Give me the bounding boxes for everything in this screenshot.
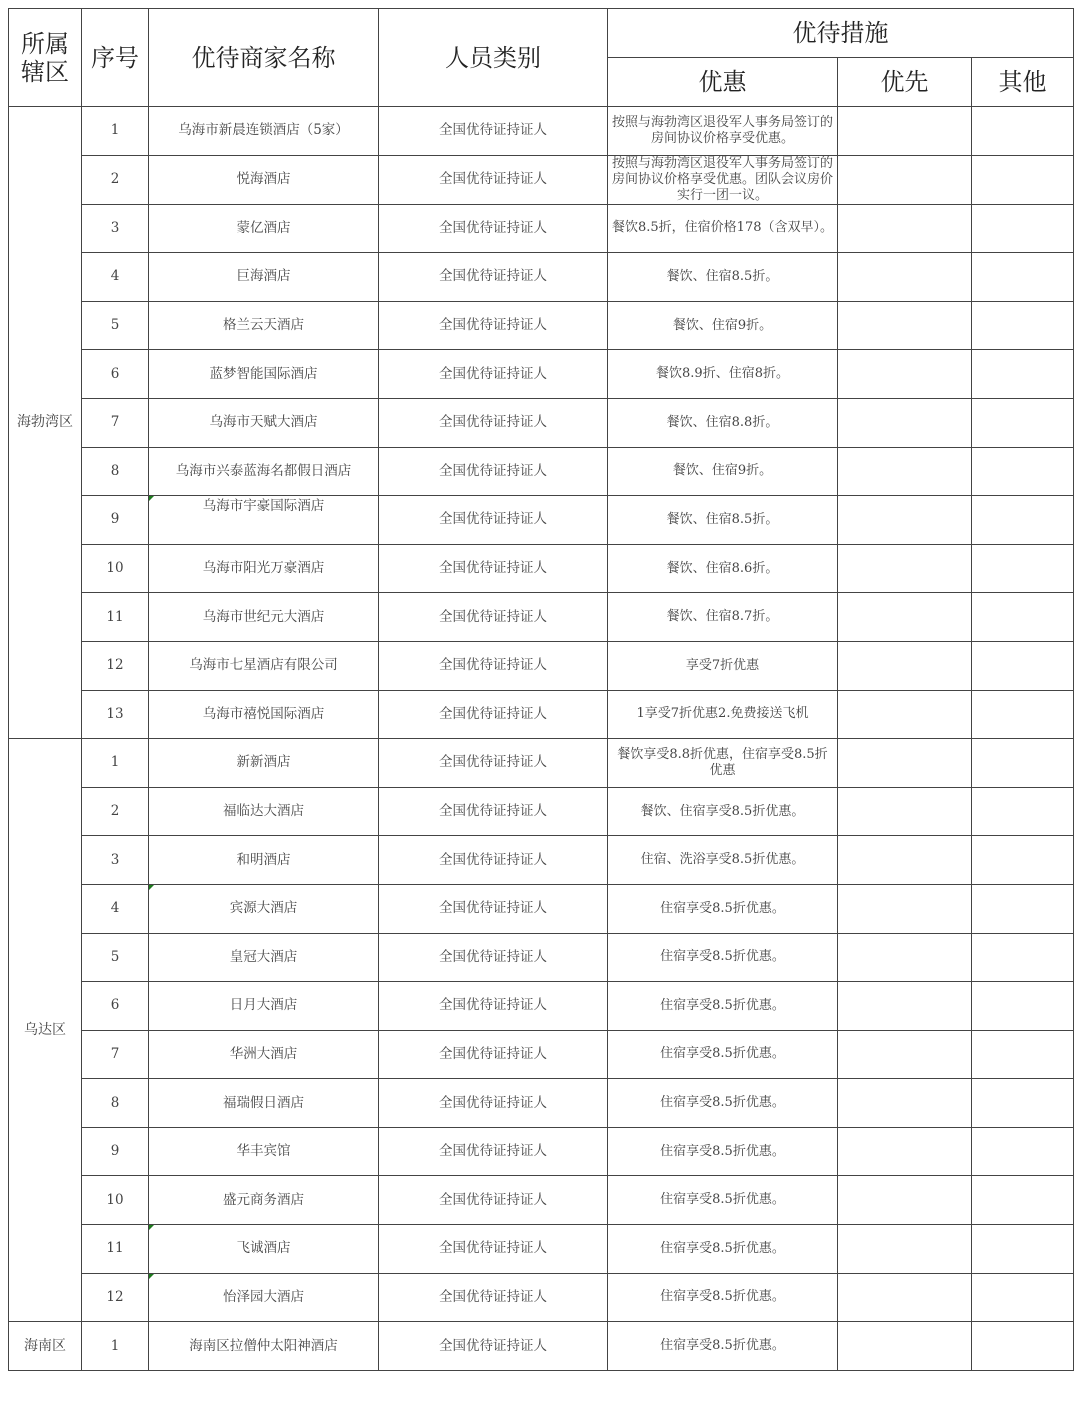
merchant-name-cell <box>149 884 379 933</box>
other-cell <box>972 350 1074 399</box>
other-cell <box>972 1273 1074 1322</box>
discount-cell: 1享受7折优惠2.免费接送飞机 <box>608 690 838 739</box>
merchant-name-cell <box>149 1273 379 1322</box>
merchant-name-cell: 福临达大酒店 <box>149 787 379 836</box>
category-cell: 全国优待证持证人 <box>379 1127 608 1176</box>
merchant-name-cell: 皇冠大酒店 <box>149 933 379 982</box>
seq-cell: 13 <box>82 690 149 739</box>
table-row <box>9 982 1074 1031</box>
table-row <box>9 350 1074 399</box>
priority-cell <box>838 641 972 690</box>
priority-cell <box>838 1273 972 1322</box>
priority-cell <box>838 690 972 739</box>
discount-cell: 餐饮、住宿8.7折。 <box>608 593 838 642</box>
cell-comment-marker-icon <box>149 1274 154 1279</box>
seq-cell: 3 <box>82 204 149 253</box>
category-cell: 全国优待证持证人 <box>379 1322 608 1371</box>
seq-cell: 10 <box>82 544 149 593</box>
discount-cell: 餐饮、住宿9折。 <box>608 301 838 350</box>
table-row <box>9 447 1074 496</box>
priority-cell <box>838 982 972 1031</box>
priority-cell <box>838 496 972 545</box>
other-cell <box>972 204 1074 253</box>
other-cell <box>972 641 1074 690</box>
table-row <box>9 107 1074 156</box>
priority-cell <box>838 447 972 496</box>
discount-cell: 餐饮、住宿8.5折。 <box>608 253 838 302</box>
merchant-name-cell: 巨海酒店 <box>149 253 379 302</box>
seq-cell: 11 <box>82 593 149 642</box>
discount-cell: 住宿享受8.5折优惠。 <box>608 1273 838 1322</box>
category-cell: 全国优待证持证人 <box>379 787 608 836</box>
category-cell: 全国优待证持证人 <box>379 447 608 496</box>
seq-cell: 1 <box>82 107 149 156</box>
table-row <box>9 1079 1074 1128</box>
priority-cell <box>838 204 972 253</box>
seq-cell: 12 <box>82 1273 149 1322</box>
other-cell <box>972 1176 1074 1225</box>
header-district: 所属辖区 <box>9 9 82 107</box>
seq-cell: 12 <box>82 641 149 690</box>
other-cell <box>972 398 1074 447</box>
seq-cell: 8 <box>82 447 149 496</box>
table-body <box>9 107 1074 1371</box>
discount-cell: 住宿享受8.5折优惠。 <box>608 1079 838 1128</box>
merchant-benefits-table <box>8 8 1074 1371</box>
category-cell: 全国优待证持证人 <box>379 107 608 156</box>
other-cell <box>972 933 1074 982</box>
table-row <box>9 933 1074 982</box>
discount-cell: 住宿享受8.5折优惠。 <box>608 1322 838 1371</box>
other-cell <box>972 593 1074 642</box>
merchant-name-cell: 格兰云天酒店 <box>149 301 379 350</box>
other-cell <box>972 787 1074 836</box>
category-cell: 全国优待证持证人 <box>379 1030 608 1079</box>
priority-cell <box>838 1127 972 1176</box>
other-cell <box>972 301 1074 350</box>
other-cell <box>972 884 1074 933</box>
other-cell <box>972 690 1074 739</box>
discount-cell: 按照与海勃湾区退役军人事务局签订的房间协议价格享受优惠。团队会议房价实行一团一议。 <box>608 155 838 204</box>
priority-cell <box>838 1030 972 1079</box>
priority-cell <box>838 107 972 156</box>
priority-cell <box>838 398 972 447</box>
district-cell: 海南区 <box>9 1322 82 1371</box>
seq-cell: 1 <box>82 1322 149 1371</box>
merchant-name-text: 飞诚酒店 <box>236 1240 291 1257</box>
discount-cell: 享受7折优惠 <box>608 641 838 690</box>
category-cell: 全国优待证持证人 <box>379 204 608 253</box>
priority-cell <box>838 787 972 836</box>
merchant-name-cell: 乌海市兴泰蓝海名都假日酒店 <box>149 447 379 496</box>
district-cell: 乌达区 <box>9 739 82 1322</box>
seq-cell: 7 <box>82 1030 149 1079</box>
merchant-name-text: 怡泽园大酒店 <box>223 1288 304 1305</box>
priority-cell <box>838 350 972 399</box>
merchant-name-cell: 日月大酒店 <box>149 982 379 1031</box>
merchant-name-cell: 和明酒店 <box>149 836 379 885</box>
other-cell <box>972 1225 1074 1274</box>
discount-cell: 餐饮、住宿8.6折。 <box>608 544 838 593</box>
category-cell: 全国优待证持证人 <box>379 1225 608 1274</box>
table-row <box>9 204 1074 253</box>
category-cell: 全国优待证持证人 <box>379 155 608 204</box>
priority-cell <box>838 253 972 302</box>
discount-cell: 住宿、洗浴享受8.5折优惠。 <box>608 836 838 885</box>
other-cell <box>972 1127 1074 1176</box>
priority-cell <box>838 1225 972 1274</box>
merchant-name-cell: 乌海市禧悦国际酒店 <box>149 690 379 739</box>
other-cell <box>972 253 1074 302</box>
discount-cell: 餐饮、住宿8.5折。 <box>608 496 838 545</box>
merchant-name-cell: 新新酒店 <box>149 739 379 788</box>
table-row <box>9 1176 1074 1225</box>
table-row <box>9 155 1074 204</box>
header-merchant: 优待商家名称 <box>149 9 379 107</box>
category-cell: 全国优待证持证人 <box>379 593 608 642</box>
seq-cell: 2 <box>82 155 149 204</box>
table-header <box>9 9 1074 107</box>
discount-cell: 餐饮8.5折，住宿价格178（含双早）。 <box>608 204 838 253</box>
seq-cell: 4 <box>82 884 149 933</box>
header-discount: 优惠 <box>608 58 838 107</box>
discount-cell: 住宿享受8.5折优惠。 <box>608 1127 838 1176</box>
priority-cell <box>838 301 972 350</box>
table-row <box>9 641 1074 690</box>
discount-cell: 住宿享受8.5折优惠。 <box>608 1225 838 1274</box>
priority-cell <box>838 544 972 593</box>
merchant-name-cell: 海南区拉僧仲太阳神酒店 <box>149 1322 379 1371</box>
merchant-name-cell: 蓝梦智能国际酒店 <box>149 350 379 399</box>
other-cell <box>972 155 1074 204</box>
other-cell <box>972 544 1074 593</box>
other-cell <box>972 1322 1074 1371</box>
discount-cell: 按照与海勃湾区退役军人事务局签订的房间协议价格享受优惠。 <box>608 107 838 156</box>
category-cell: 全国优待证持证人 <box>379 398 608 447</box>
priority-cell <box>838 1079 972 1128</box>
table-row <box>9 253 1074 302</box>
category-cell: 全国优待证持证人 <box>379 301 608 350</box>
table-row <box>9 787 1074 836</box>
merchant-name-cell: 乌海市新晨连锁酒店（5家） <box>149 107 379 156</box>
table-row <box>9 1225 1074 1274</box>
category-cell: 全国优待证持证人 <box>379 253 608 302</box>
seq-cell: 7 <box>82 398 149 447</box>
category-cell: 全国优待证持证人 <box>379 496 608 545</box>
other-cell <box>972 1030 1074 1079</box>
table-row <box>9 739 1074 788</box>
cell-comment-marker-icon <box>149 1225 154 1230</box>
priority-cell <box>838 739 972 788</box>
merchant-name-cell <box>149 496 379 545</box>
header-other: 其他 <box>972 58 1074 107</box>
table-row <box>9 690 1074 739</box>
discount-cell: 餐饮享受8.8折优惠，住宿享受8.5折优惠 <box>608 739 838 788</box>
table-row <box>9 1127 1074 1176</box>
seq-cell: 2 <box>82 787 149 836</box>
table-row <box>9 884 1074 933</box>
category-cell: 全国优待证持证人 <box>379 836 608 885</box>
table-row <box>9 496 1074 545</box>
category-cell: 全国优待证持证人 <box>379 544 608 593</box>
table-row <box>9 301 1074 350</box>
discount-cell: 餐饮、住宿8.8折。 <box>608 398 838 447</box>
discount-cell: 住宿享受8.5折优惠。 <box>608 933 838 982</box>
priority-cell <box>838 1322 972 1371</box>
seq-cell: 6 <box>82 982 149 1031</box>
other-cell <box>972 1079 1074 1128</box>
seq-cell: 8 <box>82 1079 149 1128</box>
seq-cell: 9 <box>82 496 149 545</box>
seq-cell: 1 <box>82 739 149 788</box>
discount-cell: 住宿享受8.5折优惠。 <box>608 1030 838 1079</box>
category-cell: 全国优待证持证人 <box>379 1079 608 1128</box>
category-cell: 全国优待证持证人 <box>379 1273 608 1322</box>
category-cell: 全国优待证持证人 <box>379 933 608 982</box>
merchant-name-cell: 华洲大酒店 <box>149 1030 379 1079</box>
category-cell: 全国优待证持证人 <box>379 884 608 933</box>
header-measures: 优待措施 <box>608 9 1074 58</box>
priority-cell <box>838 1176 972 1225</box>
merchant-name-cell: 乌海市天赋大酒店 <box>149 398 379 447</box>
table-row <box>9 1322 1074 1371</box>
merchant-name-cell: 乌海市七星酒店有限公司 <box>149 641 379 690</box>
header-seq: 序号 <box>82 9 149 107</box>
category-cell: 全国优待证持证人 <box>379 1176 608 1225</box>
seq-cell: 3 <box>82 836 149 885</box>
seq-cell: 6 <box>82 350 149 399</box>
table-row <box>9 1273 1074 1322</box>
merchant-name-cell: 盛元商务酒店 <box>149 1176 379 1225</box>
discount-cell: 餐饮、住宿享受8.5折优惠。 <box>608 787 838 836</box>
merchant-name-cell: 蒙亿酒店 <box>149 204 379 253</box>
table-row <box>9 1030 1074 1079</box>
seq-cell: 9 <box>82 1127 149 1176</box>
priority-cell <box>838 884 972 933</box>
header-priority: 优先 <box>838 58 972 107</box>
priority-cell <box>838 933 972 982</box>
merchant-name-cell: 福瑞假日酒店 <box>149 1079 379 1128</box>
discount-cell: 餐饮、住宿9折。 <box>608 447 838 496</box>
header-category: 人员类别 <box>379 9 608 107</box>
merchant-name-text: 宾源大酒店 <box>229 900 298 917</box>
other-cell <box>972 107 1074 156</box>
other-cell <box>972 739 1074 788</box>
category-cell: 全国优待证持证人 <box>379 350 608 399</box>
merchant-name-cell: 乌海市世纪元大酒店 <box>149 593 379 642</box>
district-cell: 海勃湾区 <box>9 107 82 739</box>
table-row <box>9 836 1074 885</box>
merchant-name-cell: 乌海市阳光万豪酒店 <box>149 544 379 593</box>
priority-cell <box>838 593 972 642</box>
category-cell: 全国优待证持证人 <box>379 739 608 788</box>
merchant-name-cell: 华丰宾馆 <box>149 1127 379 1176</box>
discount-cell: 住宿享受8.5折优惠。 <box>608 982 838 1031</box>
discount-cell: 住宿享受8.5折优惠。 <box>608 884 838 933</box>
category-cell: 全国优待证持证人 <box>379 690 608 739</box>
priority-cell <box>838 836 972 885</box>
category-cell: 全国优待证持证人 <box>379 641 608 690</box>
table-row <box>9 593 1074 642</box>
cell-comment-marker-icon <box>149 885 154 890</box>
table-row <box>9 544 1074 593</box>
other-cell <box>972 982 1074 1031</box>
seq-cell: 11 <box>82 1225 149 1274</box>
seq-cell: 5 <box>82 301 149 350</box>
table-row <box>9 398 1074 447</box>
other-cell <box>972 496 1074 545</box>
seq-cell: 4 <box>82 253 149 302</box>
merchant-name-cell: 悦海酒店 <box>149 155 379 204</box>
seq-cell: 5 <box>82 933 149 982</box>
other-cell <box>972 447 1074 496</box>
merchant-name-cell <box>149 1225 379 1274</box>
category-cell: 全国优待证持证人 <box>379 982 608 1031</box>
discount-cell: 住宿享受8.5折优惠。 <box>608 1176 838 1225</box>
priority-cell <box>838 155 972 204</box>
seq-cell: 10 <box>82 1176 149 1225</box>
merchant-name-text: 乌海市宇豪国际酒店 <box>202 498 325 515</box>
discount-cell: 餐饮8.9折、住宿8折。 <box>608 350 838 399</box>
other-cell <box>972 836 1074 885</box>
